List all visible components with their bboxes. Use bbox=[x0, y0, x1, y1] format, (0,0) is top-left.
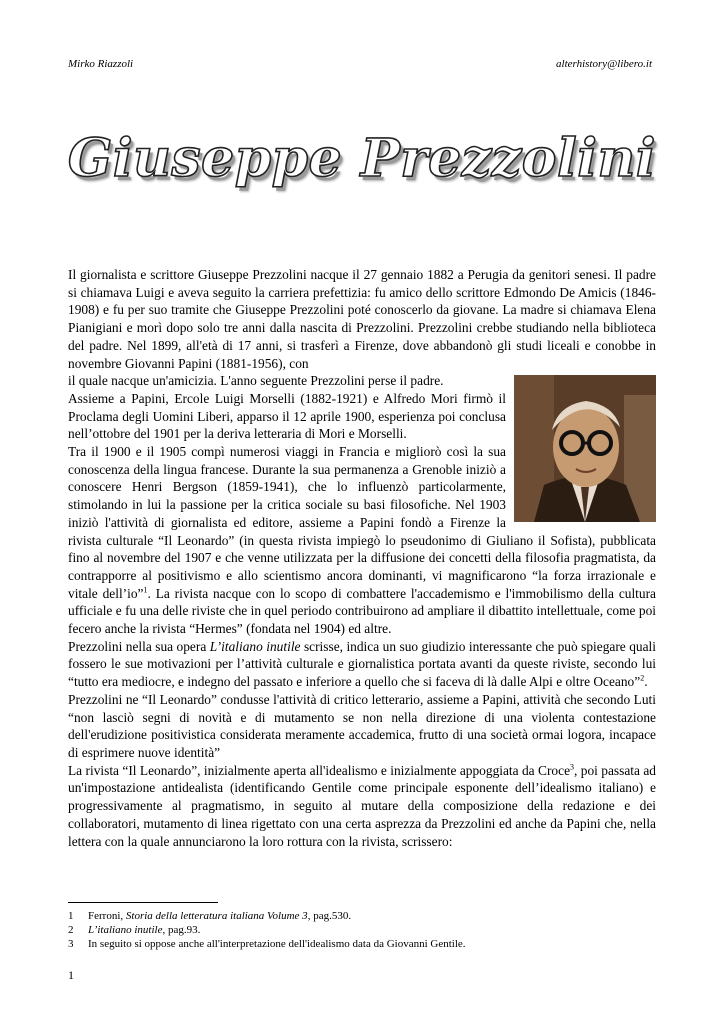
paragraph-6-text-b: , poi passata ad un'impostazione antidealista (identificando Gentile come principale esponente dell’idealismo italiano) e progressivamente al pragmatismo, in seguito al mutare della composizione della redazione e dei collaboratori, mutamento di linea rigettato con una certa asprezza da Prezzolini ed anche da Papini che, nella lettera con la quale annunciarono la loro rottura con la rivista, scrissero: bbox=[68, 762, 656, 849]
paragraph-6-text-a: La rivista “Il Leonardo”, inizialmente aperta all'idealismo e inizialmente appoggiata da Croce bbox=[68, 762, 571, 778]
footnote-number: 2 bbox=[68, 924, 74, 937]
body-text bbox=[68, 266, 656, 850]
paragraph-2: Assieme a Papini, Ercole Luigi Morselli (1882-1921) e Alfredo Mori firmò il Proclama degli Uomini Liberi, apparso il 12 aprile 1900, esperienza poi conclusa nell’ottobre del 1901 per la deriva letteraria di Mori e Morselli. bbox=[68, 390, 506, 442]
paragraph-4-text-a: Prezzolini nella sua opera bbox=[68, 638, 210, 654]
footnote-text: , pag.93. bbox=[162, 924, 201, 937]
footnote-text: Ferroni, bbox=[88, 910, 126, 922]
paragraph-4-text-c: . bbox=[644, 674, 648, 690]
paragraph-6 bbox=[68, 762, 656, 851]
paragraph-3-text-a: Tra il 1900 e il 1905 compì numerosi viaggi in Francia e migliorò così la sua conoscenza della lingua francese. Durante la sua permanenza a Grenoble iniziò a conoscere Henri Bergson (1859-1941), che lo influenzò particolarmente, stimolando in lui la passione per la critica sociale su basi filosofiche. Nel 1903 iniziò l'attività di giornalista ed editore, assieme a Papini fondò a Firenze la rivista culturale “Il Leonardo” (in questa rivista impiegò lo pseudonimo di Giuliano il Sofista), pubblicata fino al novembre del 1907 e che venne utilizzata per la diffusione dei concetti della filosofia pragmatista, da contrapporre al positivismo e allo scientismo ancora dominanti, vi magnificarono “la forza irrazionale e vitale dell’io” bbox=[68, 444, 656, 601]
footnote-title: L’italiano inutile bbox=[88, 924, 163, 937]
footnote-ref-3: 3 bbox=[570, 762, 575, 772]
footnotes bbox=[68, 902, 656, 952]
footnote-2 bbox=[68, 923, 656, 937]
paragraph-5: Prezzolini ne “Il Leonardo” condusse l'attività di critico letterario, assieme a Papini, attività che secondo Luti “non lasciò segni di novità e di mutamento se non nella direzione di una violenta contestazione dell'erudizione positivistica considerata meramente accademica, frutto di una società ormai logora, incapace di esprimere nuove identità” bbox=[68, 691, 656, 760]
footnote-ref-1: 1 bbox=[143, 585, 148, 595]
portrait-illustration bbox=[514, 375, 656, 522]
footnote-text: , pag.530. bbox=[307, 910, 352, 922]
book-title: L’italiano inutile bbox=[209, 638, 301, 654]
footnote-text: In seguito si oppose anche all'interpretazione dell'idealismo data da Giovanni Gentile. bbox=[88, 938, 466, 951]
header-author: Mirko Riazzoli bbox=[68, 58, 134, 70]
footnote-3 bbox=[68, 937, 656, 951]
footnote-divider bbox=[68, 902, 218, 903]
footnote-number: 3 bbox=[68, 938, 74, 951]
paragraph-4-text-b: scrisse, indica un suo giudizio interessante che può spiegare quali fossero le sue motivazioni per l’attività culturale e giornalistica portata avanti da queste riviste, secondo lui “tutto era mediocre, e indegno del passato e inferiore a quello che si faceva di là dalle Alpi e oltre Oceano” bbox=[68, 638, 656, 690]
paragraph-4 bbox=[68, 638, 656, 691]
paragraph-3-text-b: . La rivista nacque con lo scopo di combattere l'accademismo e l'immobilismo della cultura ufficiale e fu una delle riviste che in quel periodo contribuirono ad ampliare il dibattito intellettuale, come poi fecero anche la rivista “Hermes” (fondata nel 1904) ed altre. bbox=[68, 585, 656, 637]
paragraph-1a: Il giornalista e scrittore Giuseppe Prezzolini nacque il 27 gennaio 1882 a Perugia da genitori senesi. Il padre si chiamava Luigi e aveva seguito la carriera prefettizia: fu amico dello scrittore Edmondo De Amicis (1846-1908) e fu per suo tramite che Giuseppe Prezzolini poté conoscerlo da giovane. La madre si chiamava Elena Pianigiani e morì dopo solo tre anni dalla nascita di Prezzolini. Prezzolini crebbe studiando nella biblioteca del padre. Nel 1899, all'età di 17 anni, si trasferì a Firenze, dove abbandonò gli studi liceali e conobbe in novembre Giovanni Papini (1881-1956), con bbox=[68, 267, 656, 371]
paragraph-1b: il quale nacque un'amicizia. L'anno seguente Prezzolini perse il padre. bbox=[68, 373, 444, 389]
header-email: alterhistory@libero.it bbox=[556, 58, 652, 70]
footnote-title: Storia della letteratura italiana Volume 3 bbox=[125, 910, 308, 922]
footnote-number: 1 bbox=[68, 910, 74, 922]
page-title: Giuseppe Prezzolini bbox=[67, 128, 657, 189]
footnote-ref-2: 2 bbox=[640, 673, 645, 683]
page-number: 1 bbox=[68, 968, 74, 982]
portrait-photo bbox=[514, 375, 656, 522]
footnote-1 bbox=[68, 909, 656, 923]
